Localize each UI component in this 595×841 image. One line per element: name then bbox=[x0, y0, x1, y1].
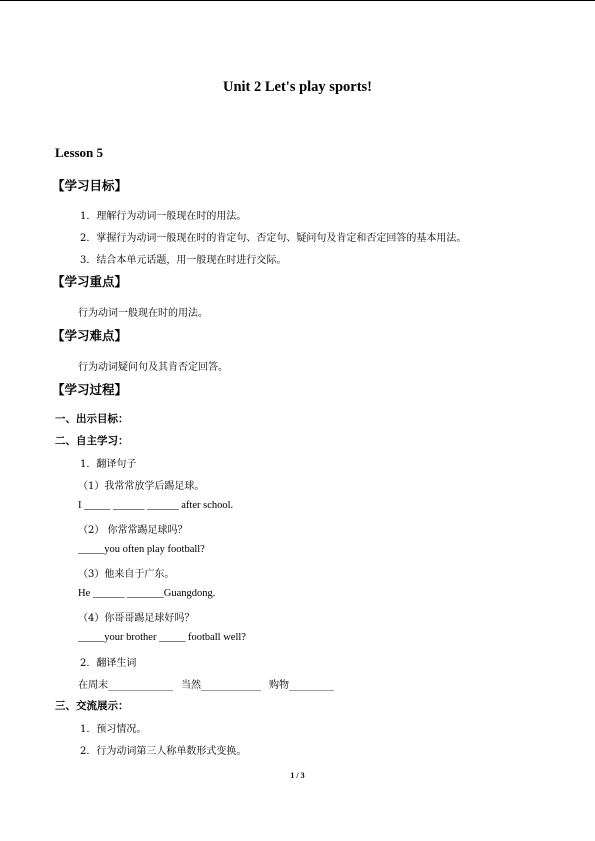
answer-line-1: I _____ ______ ______ after school. bbox=[78, 500, 234, 511]
page-number: 1 / 3 bbox=[290, 771, 305, 780]
top-rule bbox=[0, 0, 595, 1]
part-3-label: 三、交流展示： bbox=[55, 700, 129, 712]
key-points-text: 行为动词一般现在时的用法。 bbox=[78, 308, 208, 319]
vocab-item-shopping: 购物_________ bbox=[269, 680, 334, 691]
answer-line-3: He ______ _______Guangdong. bbox=[78, 588, 216, 599]
question-2: （2） 你常常踢足球吗？ bbox=[78, 525, 188, 536]
show-item-2: 2．行为动词第三人称单数形式变换。 bbox=[80, 746, 247, 757]
lesson-heading: Lesson 5 bbox=[55, 145, 104, 160]
objective-item-3: 3．结合本单元话题，用一般现在时进行交际。 bbox=[80, 255, 287, 266]
question-3: （3）他来自于广东。 bbox=[78, 569, 175, 580]
vocab-item-of-course: 当然____________ bbox=[181, 680, 261, 691]
question-4: （4）你哥哥踢足球好吗？ bbox=[78, 613, 195, 624]
part-2-label: 二、自主学习： bbox=[55, 435, 129, 447]
vocab-item-weekend: 在周末_____________ bbox=[78, 680, 173, 691]
page-title: Unit 2 Let's play sports! bbox=[222, 79, 373, 95]
vocab-line bbox=[78, 676, 334, 691]
part-1-label: 一、出示目标： bbox=[55, 413, 129, 425]
objective-item-2: 2．掌握行为动词一般现在时的肯定句、否定句、疑问句及肯定和否定回答的基本用法。 bbox=[80, 233, 467, 244]
process-heading: 【学习过程】 bbox=[52, 382, 128, 397]
task-2-label: 2．翻译生词 bbox=[80, 658, 137, 669]
answer-line-4: _____your brother _____ football well? bbox=[78, 632, 246, 643]
difficulties-heading: 【学习难点】 bbox=[52, 328, 128, 343]
task-1-label: 1．翻译句子 bbox=[80, 459, 137, 470]
show-item-1: 1．预习情况。 bbox=[80, 724, 147, 735]
objective-item-1: 1．理解行为动词一般现在时的用法。 bbox=[80, 211, 247, 222]
difficulties-text: 行为动词疑问句及其肯否定回答。 bbox=[78, 362, 228, 373]
objectives-heading: 【学习目标】 bbox=[52, 178, 128, 193]
key-points-heading: 【学习重点】 bbox=[52, 274, 128, 289]
question-1: （1）我常常放学后踢足球。 bbox=[78, 481, 205, 492]
answer-line-2: _____you often play football? bbox=[78, 544, 205, 555]
